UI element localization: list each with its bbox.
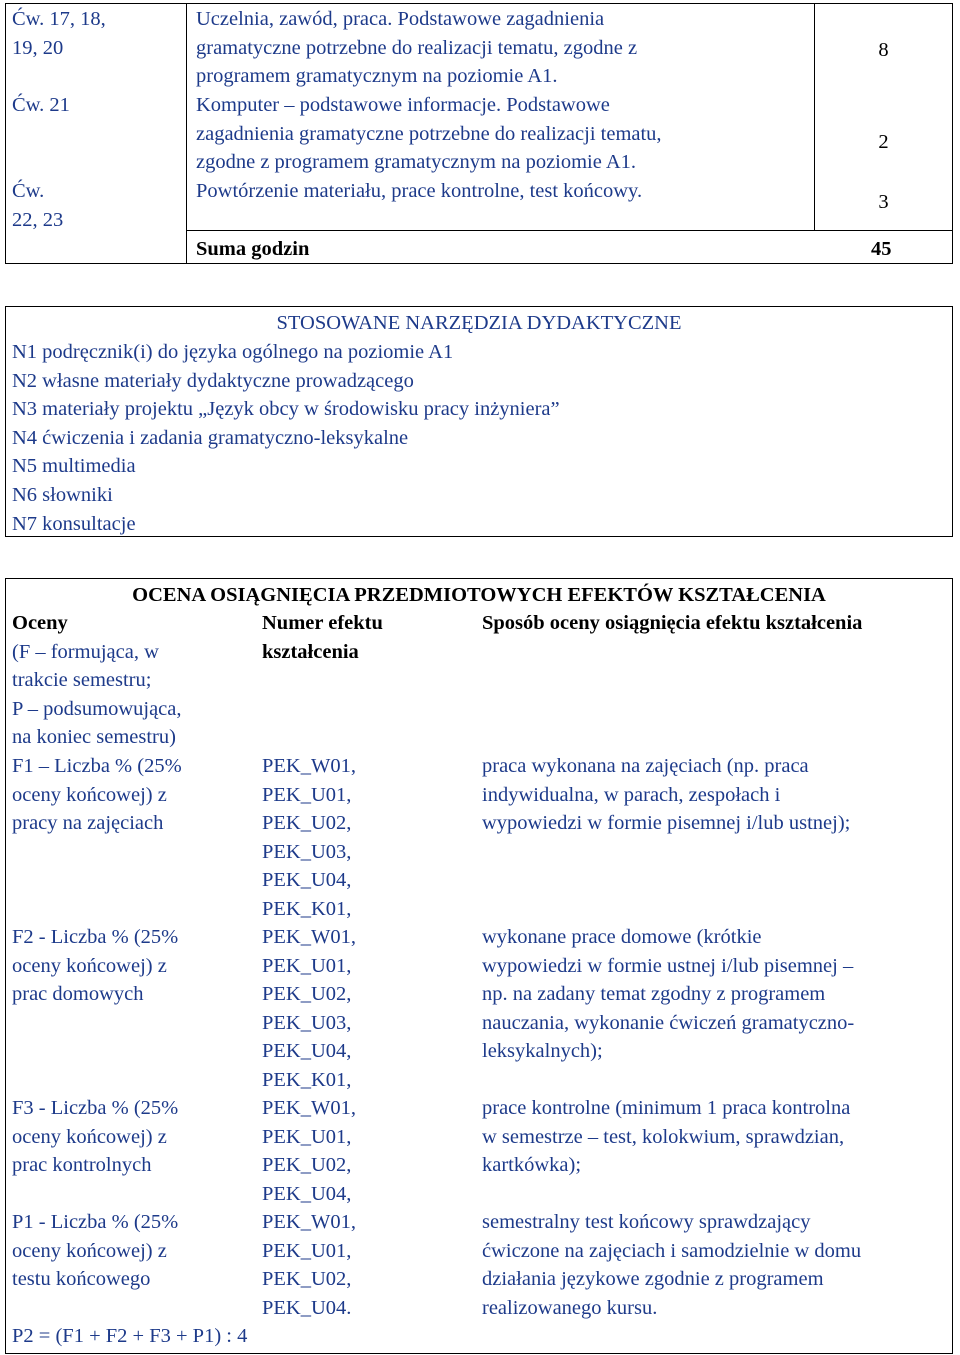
- grade-line: testu końcowego: [12, 1268, 151, 1291]
- effect-code: PEK_U04,: [262, 869, 352, 892]
- tool-item: N2 własne materiały dydaktyczne prowadzącego: [12, 369, 414, 392]
- method-line: działania językowe zgodnie z programem: [482, 1268, 824, 1291]
- grade-line: F2 - Liczba % (25%: [12, 926, 179, 948]
- tool-item: N1 podręcznik(i) do języka ogólnego na poziomie A1: [12, 341, 454, 363]
- grade-cell: [12, 1208, 178, 1294]
- total-label: Suma godzin: [196, 238, 310, 260]
- effects-cell: [262, 1094, 356, 1208]
- method-line: semestralny test końcowy sprawdzający: [482, 1211, 811, 1233]
- topic-line: Powtórzenie materiału, prace kontrolne, test końcowy.: [196, 180, 643, 202]
- exercise-line: Ćw.: [12, 180, 45, 202]
- effects-cell: [262, 1208, 356, 1322]
- grade-line: P1 - Liczba % (25%: [12, 1211, 179, 1233]
- method-line: np. na zadany temat zgodny z programem: [482, 983, 826, 1006]
- method-cell: [482, 1094, 850, 1180]
- method-line: praca wykonana na zajęciach (np. praca: [482, 755, 809, 777]
- topic-line: zagadnienia gramatyczne potrzebne do realizacji tematu,: [196, 122, 662, 145]
- grade-line: pracy na zajęciach: [12, 812, 164, 835]
- grades-header-line: trakcie semestru;: [12, 669, 152, 692]
- effect-header-line: Numer efektu: [262, 612, 383, 634]
- method-line: wykonane prace domowe (krótkie: [482, 926, 762, 948]
- topic-line: zgodne z programem gramatycznym na poziomie A1.: [196, 151, 637, 174]
- tool-item: N6 słowniki: [12, 483, 113, 506]
- final-grade-formula: P2 = (F1 + F2 + F3 + P1) : 4: [12, 1325, 248, 1347]
- method-line: realizowanego kursu.: [482, 1296, 658, 1319]
- effect-code: PEK_U01,: [262, 954, 352, 977]
- effect-code: PEK_U02,: [262, 812, 352, 835]
- grade-line: oceny końcowej) z: [12, 1239, 167, 1262]
- tool-item: N4 ćwiczenia i zadania gramatyczno-leksykalne: [12, 426, 409, 449]
- total-value: 45: [871, 238, 892, 260]
- grade-cell: [12, 752, 182, 838]
- method-line: leksykalnych);: [482, 1040, 603, 1063]
- effects-cell: [262, 923, 356, 1095]
- tool-item: N5 multimedia: [12, 455, 136, 478]
- grade-line: prac domowych: [12, 983, 144, 1006]
- exercise-line: Ćw. 17, 18,: [12, 8, 106, 30]
- method-cell: [482, 923, 854, 1066]
- grade-line: oceny końcowej) z: [12, 954, 167, 977]
- effect-code: PEK_U02,: [262, 1268, 352, 1291]
- assessment-title: OCENA OSIĄGNIĘCIA PRZEDMIOTOWYCH EFEKTÓW KSZTAŁCENIA: [132, 584, 826, 606]
- exercise-cell: [12, 5, 106, 62]
- topic-cell: [196, 177, 642, 206]
- grade-line: F3 - Liczba % (25%: [12, 1097, 179, 1119]
- tool-item: N7 konsultacje: [12, 512, 136, 535]
- tools-list: [12, 338, 560, 538]
- exercise-cell: [12, 91, 70, 120]
- effect-code: PEK_U02,: [262, 983, 352, 1006]
- method-header: Sposób oceny osiągnięcia efektu kształcenia: [482, 612, 863, 634]
- method-line: indywidualna, w parach, zespołach i: [482, 783, 781, 806]
- effect-code: PEK_U04,: [262, 1040, 352, 1063]
- effect-code: PEK_W01,: [262, 755, 356, 777]
- grades-header-line: (F – formująca, w: [12, 640, 159, 663]
- topic-line: gramatyczne potrzebne do realizacji tematu, zgodne z: [196, 36, 638, 59]
- grade-cell: [12, 1094, 178, 1180]
- effect-code: PEK_U01,: [262, 1125, 352, 1148]
- effects-cell: [262, 752, 356, 924]
- exercise-cell: [12, 177, 63, 234]
- topic-line: Uczelnia, zawód, praca. Podstawowe zagadnienia: [196, 8, 605, 30]
- effect-header: [262, 609, 383, 666]
- grade-line: F1 – Liczba % (25%: [12, 755, 182, 777]
- effect-code: PEK_W01,: [262, 926, 356, 948]
- grade-line: oceny końcowej) z: [12, 783, 167, 806]
- grade-line: oceny końcowej) z: [12, 1125, 167, 1148]
- grades-header-title: Oceny: [12, 612, 68, 634]
- method-line: wypowiedzi w formie pisemnej i/lub ustnej);: [482, 812, 851, 835]
- hours-cell: 3: [878, 191, 889, 213]
- effect-code: PEK_K01,: [262, 1068, 352, 1091]
- effect-code: PEK_K01,: [262, 897, 352, 920]
- topic-line: programem gramatycznym na poziomie A1.: [196, 65, 558, 88]
- effect-code: PEK_W01,: [262, 1211, 356, 1233]
- grades-header-line: P – podsumowująca,: [12, 697, 182, 720]
- topic-cell: [196, 5, 637, 91]
- method-line: prace kontrolne (minimum 1 praca kontrolna: [482, 1097, 851, 1119]
- method-line: wypowiedzi w formie ustnej i/lub pisemnej –: [482, 954, 854, 977]
- effect-code: PEK_U03,: [262, 840, 352, 863]
- grades-header: [12, 609, 182, 752]
- method-cell: [482, 752, 850, 838]
- hours-cell: 2: [878, 131, 889, 153]
- exercise-line: 22, 23: [12, 208, 64, 231]
- method-cell: [482, 1208, 861, 1322]
- topic-line: Komputer – podstawowe informacje. Podstawowe: [196, 94, 610, 116]
- method-line: nauczania, wykonanie ćwiczeń gramatyczno-: [482, 1011, 855, 1034]
- effect-header-line: kształcenia: [262, 640, 359, 663]
- effect-code: PEK_U04,: [262, 1182, 352, 1205]
- exercise-line: Ćw. 21: [12, 94, 70, 116]
- effect-code: PEK_U03,: [262, 1011, 352, 1034]
- method-line: w semestrze – test, kolokwium, sprawdzian,: [482, 1125, 845, 1148]
- effect-code: PEK_U01,: [262, 1239, 352, 1262]
- effect-code: PEK_U04.: [262, 1296, 352, 1319]
- method-line: ćwiczone na zajęciach i samodzielnie w domu: [482, 1239, 862, 1262]
- effect-code: PEK_W01,: [262, 1097, 356, 1119]
- tool-item: N3 materiały projektu „Język obcy w środowisku pracy inżyniera”: [12, 398, 560, 421]
- topic-cell: [196, 91, 662, 177]
- grade-cell: [12, 923, 178, 1009]
- effect-code: PEK_U01,: [262, 783, 352, 806]
- exercise-line: 19, 20: [12, 36, 64, 59]
- effect-code: PEK_U02,: [262, 1154, 352, 1177]
- hours-cell: 8: [878, 39, 889, 61]
- method-line: kartkówka);: [482, 1154, 582, 1177]
- grade-line: prac kontrolnych: [12, 1154, 152, 1177]
- tools-title: STOSOWANE NARZĘDZIA DYDAKTYCZNE: [276, 312, 682, 334]
- grades-header-line: na koniec semestru): [12, 726, 176, 749]
